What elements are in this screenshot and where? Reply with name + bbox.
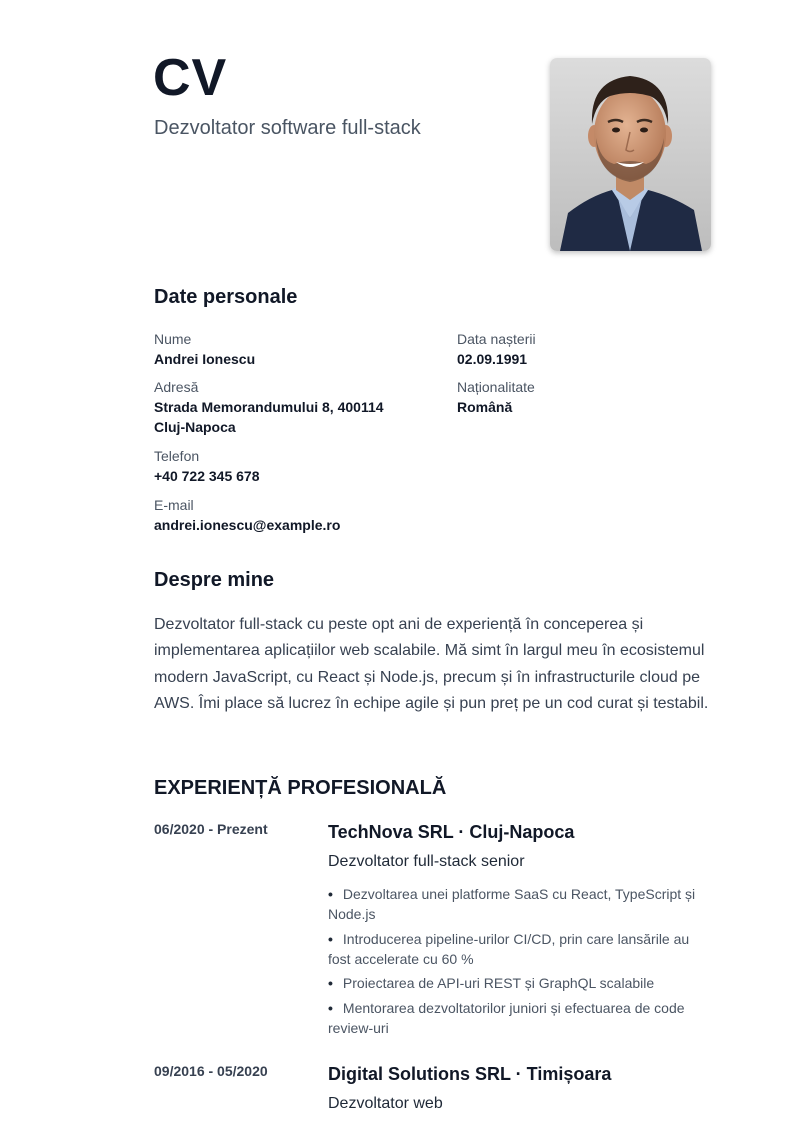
job-bullet: • Introducerea pipeline-urilor CI/CD, prin care lansările au fost accelerate cu 60 %: [328, 930, 690, 967]
job-bullet: • Mentorarea dezvoltatorilor juniori și efectuarea de code review-uri: [328, 999, 685, 1036]
birth-date-field: [457, 330, 536, 369]
job-bullet: • Dezvoltarea unei platforme SaaS cu React, TypeScript și Node.js: [328, 886, 696, 922]
job-date: 09/2016 - 05/2020: [154, 1063, 268, 1079]
about-heading: Despre mine: [154, 569, 275, 591]
job-role: Dezvoltator full-stack senior: [328, 853, 525, 870]
birth-date-label: Data nașterii: [457, 331, 536, 347]
job-bullet-list: [328, 884, 713, 1042]
name-label: Nume: [154, 331, 192, 347]
email-value: andrei.ionescu@example.ro: [154, 517, 341, 533]
phone-field: [154, 447, 260, 486]
birth-date-value: 02.09.1991: [457, 351, 528, 367]
profile-photo: [550, 58, 711, 251]
about-text: Dezvoltator full-stack cu peste opt ani de experiență în conceperea și implementarea aplicațiilor web scalabile. Mă simt în largul meu în ecosistemul modern JavaScript, cu React și Node.js, precum și în infrastructurile cloud pe AWS. Îmi place să lucrez în echipe agile și pun preț pe un cod curat și testabil.: [154, 616, 709, 713]
nationality-label: Naționalitate: [457, 379, 535, 395]
address-label: Adresă: [154, 379, 199, 395]
name-value: Andrei Ionescu: [154, 351, 256, 367]
phone-value: +40 722 345 678: [154, 468, 260, 484]
cv-subtitle: Dezvoltator software full-stack: [154, 117, 421, 139]
address-field: [154, 378, 434, 437]
email-field: [154, 496, 340, 535]
nationality-field: [457, 378, 535, 417]
nationality-value: Română: [457, 399, 513, 415]
phone-label: Telefon: [154, 448, 200, 464]
job-date: 06/2020 - Prezent: [154, 821, 268, 837]
job-company: Digital Solutions SRL · Timișoara: [328, 1064, 612, 1084]
personal-data-heading: Date personale: [154, 286, 298, 308]
email-label: E-mail: [154, 497, 194, 513]
job-company: TechNova SRL · Cluj-Napoca: [328, 822, 575, 842]
address-line2: Cluj-Napoca: [154, 419, 236, 435]
experience-heading: EXPERIENȚĂ PROFESIONALĂ: [154, 777, 447, 799]
job-bullet: • Proiectarea de API-uri REST și GraphQL scalabile: [328, 975, 655, 991]
job-role: Dezvoltator web: [328, 1095, 443, 1112]
address-line1: Strada Memorandumului 8, 400114: [154, 399, 384, 415]
name-field: [154, 330, 255, 369]
cv-title: CV: [153, 49, 228, 107]
